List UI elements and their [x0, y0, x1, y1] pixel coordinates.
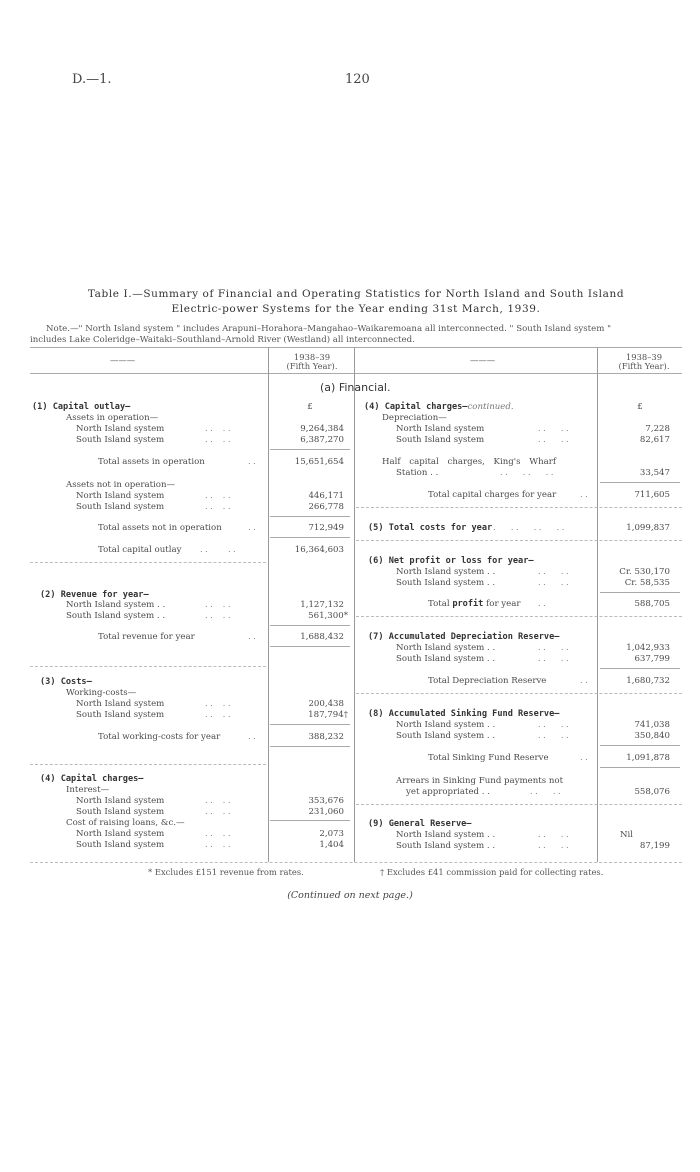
ni-dots-label: North Island system . . [66, 600, 166, 610]
footnote-commission: † Excludes £41 commission paid for collecting rates. [380, 867, 604, 877]
ni-label: North Island system [76, 424, 165, 434]
total-capital-outlay-value: 16,364,603 [294, 545, 344, 555]
total-profit-label [428, 599, 520, 609]
header-year-right: 1938–39 [625, 352, 663, 362]
si-label: South Island system [76, 710, 165, 720]
total-profit-label-bold: profit [452, 599, 484, 609]
total-costs-label: (5) Total costs for year [368, 523, 493, 533]
total-profit-label-pre: Total [428, 599, 450, 609]
general-reserve-heading: (9) General Reserve— [368, 819, 472, 829]
total-revenue-value: 1,688,432 [300, 632, 344, 642]
total-not-op-value: 712,949 [308, 523, 344, 533]
not-op-si-value: 266,778 [308, 502, 344, 512]
raising-loans-label: Cost of raising loans, &c.— [66, 818, 185, 828]
ni-dots-label: North Island system . . [396, 643, 496, 653]
total-dep-reserve-value: 1,680,732 [626, 676, 670, 686]
total-revenue-label: Total revenue for year [98, 632, 195, 642]
header-year-left: 1938–39 [293, 352, 331, 362]
not-op-ni-value: 446,171 [308, 491, 344, 501]
header-blank-left: ——— [110, 355, 136, 365]
total-working-costs-value: 388,232 [308, 732, 344, 742]
total-not-op-label: Total assets not in operation [98, 523, 222, 533]
si-dots-label: South Island system . . [396, 841, 496, 851]
revenue-ni-value: 1,127,132 [300, 600, 344, 610]
table-title-line-2: Electric-power Systems for the Year ending 31st March, 1939. [171, 303, 541, 315]
capital-si-value: 6,387,270 [300, 435, 344, 445]
total-sinking-label: Total Sinking Fund Reserve [428, 753, 549, 763]
depreciation-label: Depreciation— [382, 413, 447, 423]
header-blank-right: ——— [470, 355, 496, 365]
si-label: South Island system [396, 435, 485, 445]
working-costs-label: Working-costs— [66, 688, 137, 698]
si-dots-label: South Island system . . [396, 731, 496, 741]
si-dots-label: South Island system . . [66, 611, 166, 621]
header-sub-right: (Fifth Year). [618, 361, 670, 371]
net-profit-heading: (6) Net profit or loss for year— [368, 556, 534, 566]
total-assets-op-value: 15,651,654 [294, 457, 344, 467]
revenue-heading: (2) Revenue for year— [40, 590, 149, 600]
header-sub-left: (Fifth Year). [286, 361, 338, 371]
continued-on-next-page: (Continued on next page.) [287, 890, 413, 901]
capital-charges-cont-heading [364, 402, 514, 412]
ni-label: North Island system [76, 796, 165, 806]
capital-outlay-heading: (1) Capital outlay— [32, 402, 131, 412]
depreciation-si-value: 82,617 [639, 435, 670, 445]
sinking-fund-heading: (8) Accumulated Sinking Fund Reserve— [368, 709, 560, 719]
footnote-revenue: * Excludes £151 revenue from rates. [148, 867, 304, 877]
revenue-si-value: 561,300* [308, 611, 348, 621]
depreciation-reserve-heading: (7) Accumulated Depreciation Reserve— [368, 632, 560, 642]
arrears-value: 558,076 [634, 787, 670, 797]
interest-label: Interest— [66, 785, 110, 795]
capital-charges-cont-heading-text: (4) Capital charges— [364, 402, 468, 412]
half-charges-label-1: Half capital charges, King's Wharf [382, 457, 557, 467]
net-profit-si-value: Cr. 58,535 [624, 578, 670, 588]
raising-si-value: 1,404 [319, 840, 344, 850]
general-ni-value: Nil [620, 830, 634, 840]
section-title: (a) Financial. [320, 381, 391, 394]
dep-reserve-si-value: 637,799 [634, 654, 670, 664]
assets-in-operation-label: Assets in operation— [66, 413, 159, 423]
sinking-si-value: 350,840 [634, 731, 670, 741]
page-reference: D.—1. [72, 72, 112, 87]
si-dots-label: South Island system . . [396, 654, 496, 664]
total-capital-charges-label: Total capital charges for year [428, 490, 557, 500]
total-costs-value: 1,099,837 [626, 523, 670, 533]
sinking-ni-value: 741,038 [634, 720, 670, 730]
si-label: South Island system [76, 807, 165, 817]
currency-symbol-right: £ [637, 402, 643, 412]
costs-heading: (3) Costs— [40, 677, 92, 687]
dep-reserve-ni-value: 1,042,933 [626, 643, 670, 653]
arrears-label-2: yet appropriated . . [406, 787, 490, 797]
si-label: South Island system [76, 840, 165, 850]
note-line-1: Note.—" North Island system " includes Arapuni–Horahora–Mangahao–Waikaremoana all interconnected. " South Island system " [46, 324, 612, 334]
ni-dots-label: North Island system . . [396, 567, 496, 577]
total-dep-reserve-label: Total Depreciation Reserve [428, 676, 547, 686]
total-sinking-value: 1,091,878 [626, 753, 670, 763]
si-label: South Island system [76, 435, 165, 445]
raising-ni-value: 2,073 [319, 829, 344, 839]
si-label: South Island system [76, 502, 165, 512]
capital-charges-heading: (4) Capital charges— [40, 774, 144, 784]
general-si-value: 87,199 [639, 841, 670, 851]
total-capital-charges-value: 711,605 [634, 490, 670, 500]
ni-label: North Island system [76, 699, 165, 709]
continued-label: continued. [467, 402, 514, 412]
ni-label: North Island system [396, 424, 485, 434]
interest-si-value: 231,060 [308, 807, 344, 817]
total-capital-outlay-label: Total capital outlay [98, 545, 182, 555]
table-title-line-1: Table I.—Summary of Financial and Operating Statistics for North Island and South Island [87, 288, 625, 300]
half-charges-value: 33,547 [639, 468, 670, 478]
currency-symbol-left: £ [307, 402, 313, 412]
note-line-2: includes Lake Coleridge–Waitaki–Southland–Arnold River (Westland) all interconnected. [30, 335, 415, 345]
si-dots-label: South Island system . . [396, 578, 496, 588]
capital-ni-value: 9,264,384 [300, 424, 344, 434]
net-profit-ni-value: Cr. 530,170 [619, 567, 670, 577]
arrears-label-1: Arrears in Sinking Fund payments not [396, 776, 564, 786]
ni-dots-label: North Island system . . [396, 830, 496, 840]
assets-not-op-label: Assets not in operation— [66, 480, 176, 490]
costs-si-value: 187,794† [308, 710, 348, 720]
depreciation-ni-value: 7,228 [645, 424, 670, 434]
ni-label: North Island system [76, 829, 165, 839]
ni-label: North Island system [76, 491, 165, 501]
interest-ni-value: 353,676 [308, 796, 344, 806]
total-assets-op-label: Total assets in operation [98, 457, 205, 467]
ni-dots-label: North Island system . . [396, 720, 496, 730]
total-profit-label-post: for year [486, 599, 521, 609]
total-working-costs-label: Total working-costs for year [98, 732, 221, 742]
total-profit-value: 588,705 [634, 599, 670, 609]
half-charges-label-2: Station . . [396, 468, 439, 478]
costs-ni-value: 200,438 [308, 699, 344, 709]
page-number: 120 [345, 72, 370, 87]
